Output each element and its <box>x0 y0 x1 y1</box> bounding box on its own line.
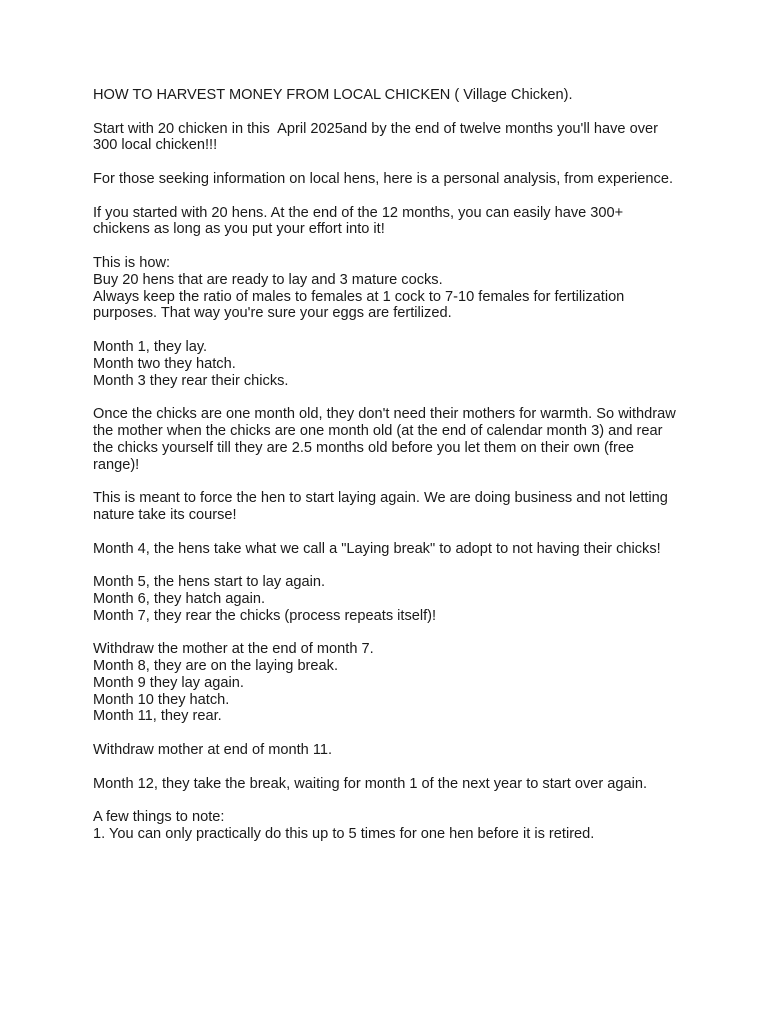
paragraph-withdraw <box>93 406 678 473</box>
text-line: Withdraw the mother at the end of month 7. <box>93 641 374 658</box>
text-line: If you started with 20 hens. At the end of the 12 months, you can easily have 300+ chickens as long as you put your effort into it! <box>93 204 628 238</box>
text-line: Month 4, the hens take what we call a "Laying break" to adopt to not having their chicks! <box>93 540 661 557</box>
text-line: Month 11, they rear. <box>93 708 222 725</box>
paragraph-how <box>93 255 678 322</box>
text-line: Month 3 they rear their chicks. <box>93 372 289 389</box>
text-line: Start with 20 chicken in this April 2025and by the end of twelve months you'll have over 300 local chicken!!! <box>93 120 663 154</box>
text-line: Month 12, they take the break, waiting for month 1 of the next year to start over again. <box>93 775 648 792</box>
paragraph-analysis <box>93 171 678 188</box>
paragraph-months-8-11 <box>93 641 678 725</box>
paragraph-months-1-3 <box>93 339 678 389</box>
text-line: Once the chicks are one month old, they don't need their mothers for warmth. So withdraw the mother when the chicks are one month old (at the end of calendar month 3) and rear the chicks yourself till they are 2.5 months old before you let them on their own (free range)! <box>93 406 680 473</box>
paragraph-months-5-7 <box>93 574 678 624</box>
document-title <box>93 87 678 104</box>
paragraph-month-4 <box>93 541 678 558</box>
text-line: Withdraw mother at end of month 11. <box>93 742 333 759</box>
text-line: 1. You can only practically do this up to 5 times for one hen before it is retired. <box>93 826 595 843</box>
text-line: This is meant to force the hen to start laying again. We are doing business and not letting nature take its course! <box>93 490 672 523</box>
paragraph-business <box>93 490 678 524</box>
text-line: HOW TO HARVEST MONEY FROM LOCAL CHICKEN ( Village Chicken). <box>93 87 573 103</box>
text-line: Month two they hatch. <box>93 355 236 372</box>
text-line: Buy 20 hens that are ready to lay and 3 mature cocks. <box>93 271 443 288</box>
text-line: Month 6, they hatch again. <box>93 590 265 607</box>
text-line: Month 8, they are on the laying break. <box>93 658 339 675</box>
paragraph-intro <box>93 121 678 155</box>
paragraph-withdraw-11 <box>93 742 678 759</box>
paragraph-notes <box>93 809 678 843</box>
paragraph-month-12 <box>93 776 678 793</box>
text-line: Always keep the ratio of males to females at 1 cock to 7-10 females for fertilization purposes. That way you're sure your eggs are fertilized. <box>93 288 629 322</box>
text-line: A few things to note: <box>93 809 225 826</box>
text-line: Month 1, they lay. <box>93 338 208 355</box>
text-line: Month 9 they lay again. <box>93 674 244 691</box>
text-line: Month 7, they rear the chicks (process repeats itself)! <box>93 607 437 624</box>
document-body <box>93 87 678 860</box>
text-line: Month 5, the hens start to lay again. <box>93 574 326 591</box>
text-line: For those seeking information on local hens, here is a personal analysis, from experience. <box>93 170 674 187</box>
text-line: Month 10 they hatch. <box>93 691 230 708</box>
text-line: This is how: <box>93 254 171 271</box>
paragraph-start <box>93 205 678 239</box>
